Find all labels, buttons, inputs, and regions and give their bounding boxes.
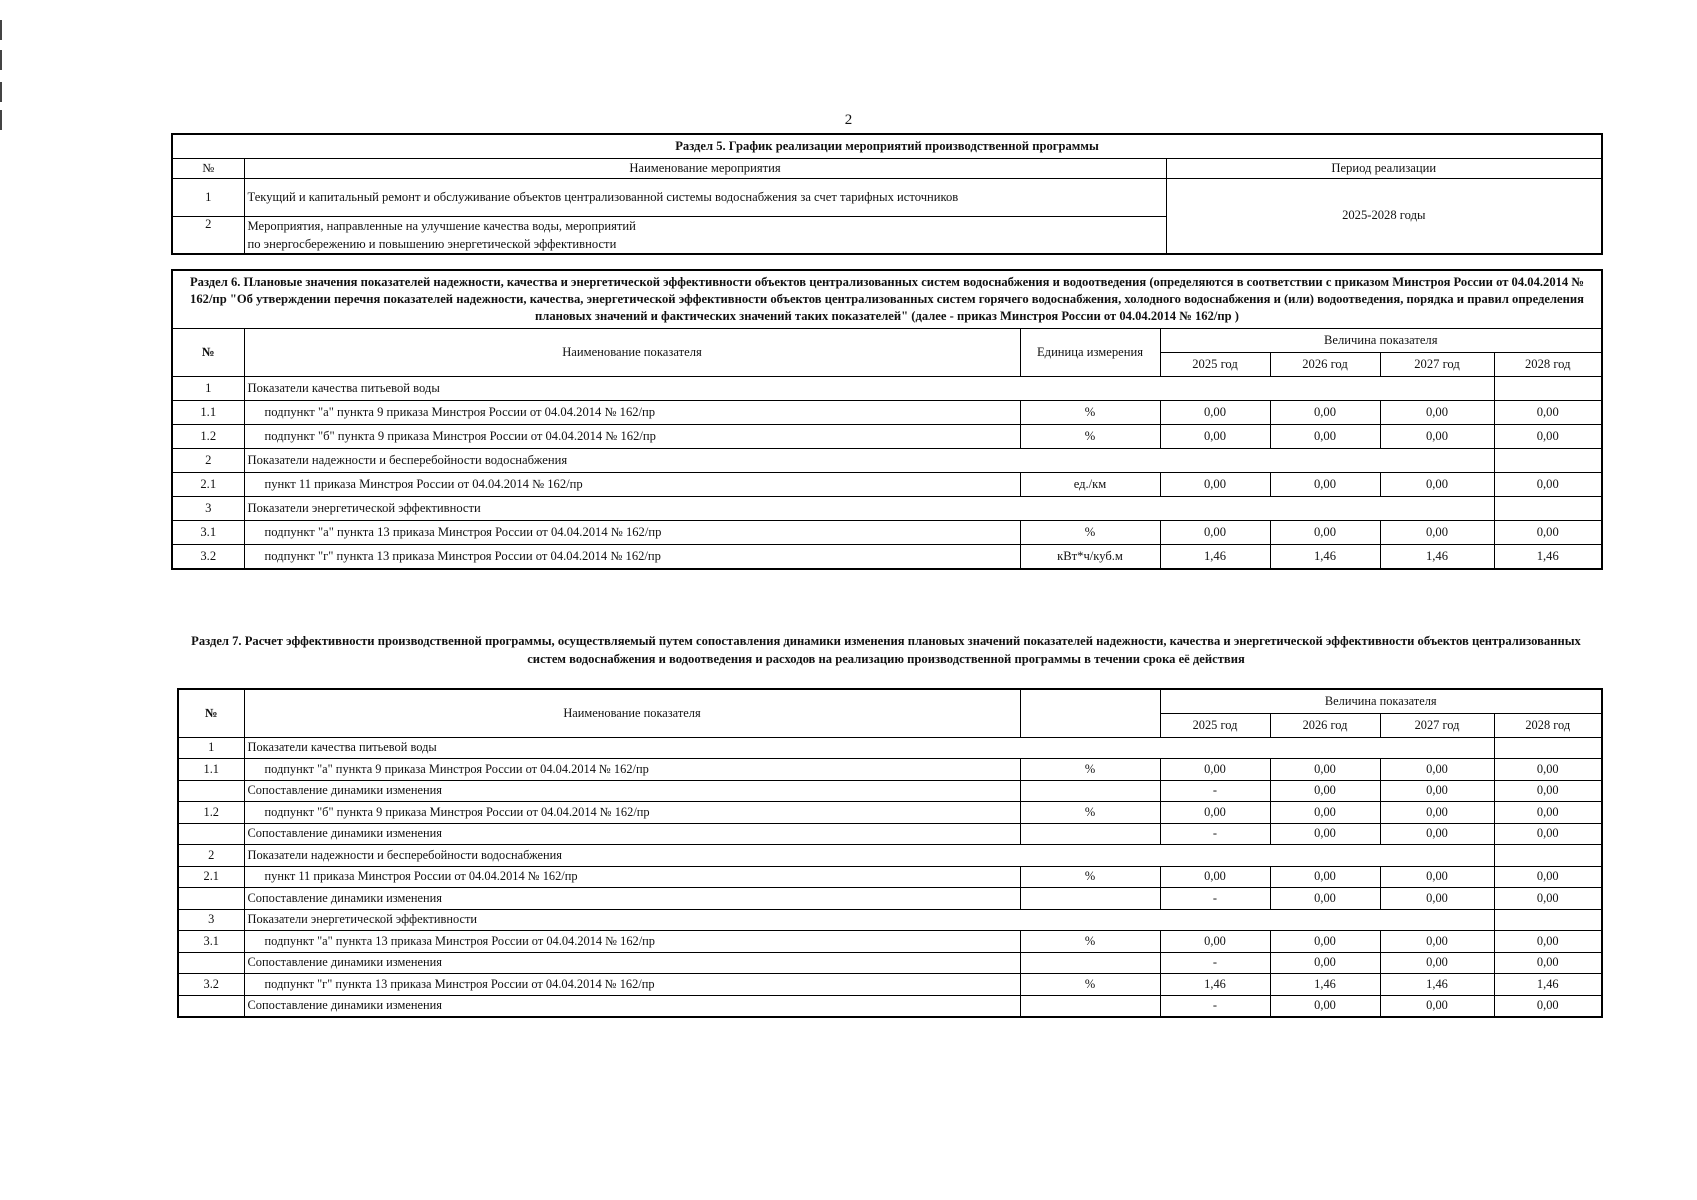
row-num: 2	[172, 216, 244, 254]
table-row	[172, 521, 1602, 545]
header-year: 2027 год	[1380, 713, 1494, 737]
row-num: 3.1	[178, 931, 244, 953]
row-value: 0,00	[1270, 995, 1380, 1017]
row-value: 0,00	[1160, 401, 1270, 425]
row-value: 0,00	[1494, 425, 1602, 449]
row-num: 3	[178, 909, 244, 931]
row-name: Сопоставление динамики изменения	[244, 823, 1020, 845]
row-name-line: по энергосбережению и повышению энергетической эффективности	[247, 236, 617, 251]
row-value: 0,00	[1270, 802, 1380, 824]
section5-title: Раздел 5. График реализации мероприятий производственной программы	[172, 134, 1602, 158]
header-year: 2027 год	[1380, 353, 1494, 377]
row-value: -	[1160, 952, 1270, 974]
row-value: 0,00	[1270, 866, 1380, 888]
row-name: подпункт "а" пункта 13 приказа Минстроя России от 04.04.2014 № 162/пр	[244, 931, 1020, 953]
row-num: 1	[172, 377, 244, 401]
row-value: 0,00	[1160, 802, 1270, 824]
row-name: пункт 11 приказа Минстроя России от 04.04.2014 № 162/пр	[244, 866, 1020, 888]
row-value: 1,46	[1380, 974, 1494, 996]
row-value: 0,00	[1270, 473, 1380, 497]
row-value: 0,00	[1494, 780, 1602, 802]
header-name: Наименование показателя	[244, 329, 1020, 377]
header-year: 2026 год	[1270, 353, 1380, 377]
group-name: Показатели энергетической эффективности	[244, 497, 1494, 521]
section6-title: Раздел 6. Плановые значения показателей надежности, качества и энергетической эффективности объектов централизованных систем водоснабжения и водоотведения (определяются в соответствии с приказом Минстроя России от 04.04.2014 № 162/пр "Об утверждении перечня показателей надежности, качества, энергетической эффективности объектов централизованных систем горячего водоснабжения, холодного водоснабжения и (или) водоотведения, порядка и правил определения плановых значений и фактических значений таких показателей" (далее - приказ Минстроя России от 04.04.2014 № 162/пр )	[172, 270, 1602, 329]
row-unit: %	[1020, 974, 1160, 996]
row-value: 0,00	[1270, 823, 1380, 845]
row-unit: %	[1020, 931, 1160, 953]
scan-mark	[0, 82, 2, 102]
row-name: Сопоставление динамики изменения	[244, 780, 1020, 802]
row-num: 3.2	[178, 974, 244, 996]
section7-table	[177, 688, 1603, 1018]
row-unit: %	[1020, 802, 1160, 824]
row-num: 1.1	[178, 759, 244, 781]
row-name: подпункт "а" пункта 13 приказа Минстроя России от 04.04.2014 № 162/пр	[244, 521, 1020, 545]
row-num	[178, 952, 244, 974]
row-name: Сопоставление динамики изменения	[244, 952, 1020, 974]
row-value: 0,00	[1494, 401, 1602, 425]
header-value: Величина показателя	[1160, 689, 1602, 713]
row-num	[178, 780, 244, 802]
empty-cell	[1494, 377, 1602, 401]
header-name: Наименование мероприятия	[244, 158, 1166, 178]
row-value: 1,46	[1160, 974, 1270, 996]
group-name: Показатели качества питьевой воды	[244, 377, 1494, 401]
row-unit	[1020, 888, 1160, 910]
row-value: 0,00	[1160, 425, 1270, 449]
row-num	[178, 823, 244, 845]
row-value: 0,00	[1160, 759, 1270, 781]
row-num: 1	[178, 737, 244, 759]
table-row	[178, 759, 1602, 781]
period-value: 2025-2028 годы	[1166, 178, 1602, 254]
table-row	[172, 449, 1602, 473]
header-period: Период реализации	[1166, 158, 1602, 178]
row-num: 1.2	[172, 425, 244, 449]
row-num: 2.1	[178, 866, 244, 888]
row-value: 0,00	[1494, 866, 1602, 888]
table-row	[178, 845, 1602, 867]
row-value: -	[1160, 888, 1270, 910]
row-num	[178, 888, 244, 910]
row-unit: кВт*ч/куб.м	[1020, 545, 1160, 569]
row-name: подпункт "а" пункта 9 приказа Минстроя России от 04.04.2014 № 162/пр	[244, 759, 1020, 781]
row-unit: %	[1020, 401, 1160, 425]
row-value: 0,00	[1380, 952, 1494, 974]
table-row	[172, 473, 1602, 497]
row-value: 0,00	[1160, 521, 1270, 545]
row-name: подпункт "г" пункта 13 приказа Минстроя России от 04.04.2014 № 162/пр	[244, 545, 1020, 569]
row-unit: %	[1020, 759, 1160, 781]
row-num: 3.1	[172, 521, 244, 545]
scan-mark	[0, 20, 2, 40]
header-unit-empty	[1020, 689, 1160, 737]
scan-mark	[0, 50, 2, 70]
table-row	[178, 909, 1602, 931]
row-value: 0,00	[1160, 473, 1270, 497]
row-value: 0,00	[1380, 931, 1494, 953]
table-row	[172, 497, 1602, 521]
header-name: Наименование показателя	[244, 689, 1020, 737]
section6-table	[171, 269, 1603, 570]
group-name: Показатели надежности и бесперебойности водоснабжения	[244, 845, 1494, 867]
row-unit	[1020, 823, 1160, 845]
row-name: Сопоставление динамики изменения	[244, 995, 1020, 1017]
group-name: Показатели энергетической эффективности	[244, 909, 1494, 931]
row-value: 0,00	[1270, 425, 1380, 449]
table-row	[172, 377, 1602, 401]
table-row	[172, 545, 1602, 569]
row-value: 0,00	[1380, 473, 1494, 497]
empty-cell	[1494, 737, 1602, 759]
row-name	[244, 216, 1166, 254]
header-year: 2028 год	[1494, 713, 1602, 737]
row-num: 1.1	[172, 401, 244, 425]
table-row	[178, 974, 1602, 996]
row-num: 2.1	[172, 473, 244, 497]
row-value: 0,00	[1494, 521, 1602, 545]
row-unit: %	[1020, 866, 1160, 888]
row-value: -	[1160, 823, 1270, 845]
row-value: 0,00	[1270, 952, 1380, 974]
header-year: 2025 год	[1160, 353, 1270, 377]
row-value: 0,00	[1270, 780, 1380, 802]
row-value: 1,46	[1494, 545, 1602, 569]
section6-rows	[172, 377, 1602, 569]
row-name: подпункт "а" пункта 9 приказа Минстроя России от 04.04.2014 № 162/пр	[244, 401, 1020, 425]
row-unit: ед./км	[1020, 473, 1160, 497]
row-value: 0,00	[1270, 401, 1380, 425]
row-value: 0,00	[1380, 823, 1494, 845]
row-value: 0,00	[1380, 995, 1494, 1017]
header-num: №	[172, 158, 244, 178]
row-value: 0,00	[1270, 759, 1380, 781]
header-num: №	[172, 329, 244, 377]
row-unit: %	[1020, 521, 1160, 545]
row-num: 3	[172, 497, 244, 521]
header-unit: Единица измерения	[1020, 329, 1160, 377]
row-value: -	[1160, 995, 1270, 1017]
row-value: 0,00	[1494, 802, 1602, 824]
group-name: Показатели надежности и бесперебойности водоснабжения	[244, 449, 1494, 473]
row-value: 0,00	[1160, 866, 1270, 888]
row-num: 2	[178, 845, 244, 867]
table-row	[178, 995, 1602, 1017]
row-num	[178, 995, 244, 1017]
row-unit	[1020, 780, 1160, 802]
row-unit: %	[1020, 425, 1160, 449]
empty-cell	[1494, 449, 1602, 473]
section7-rows	[178, 737, 1602, 1017]
row-value: 0,00	[1380, 759, 1494, 781]
row-unit	[1020, 952, 1160, 974]
row-name: подпункт "б" пункта 9 приказа Минстроя России от 04.04.2014 № 162/пр	[244, 802, 1020, 824]
header-year: 2028 год	[1494, 353, 1602, 377]
row-value: 0,00	[1494, 995, 1602, 1017]
row-name: пункт 11 приказа Минстроя России от 04.04.2014 № 162/пр	[244, 473, 1020, 497]
row-value: -	[1160, 780, 1270, 802]
header-value: Величина показателя	[1160, 329, 1602, 353]
row-value: 0,00	[1270, 521, 1380, 545]
row-value: 1,46	[1270, 974, 1380, 996]
row-value: 0,00	[1160, 931, 1270, 953]
table-row	[178, 737, 1602, 759]
row-num: 1	[172, 178, 244, 216]
row-name: Текущий и капитальный ремонт и обслуживание объектов централизованной системы водоснабжения за счет тарифных источников	[244, 178, 1166, 216]
header-year: 2025 год	[1160, 713, 1270, 737]
row-value: 0,00	[1380, 401, 1494, 425]
table-row	[172, 401, 1602, 425]
row-value: 0,00	[1494, 823, 1602, 845]
row-value: 0,00	[1494, 931, 1602, 953]
group-name: Показатели качества питьевой воды	[244, 737, 1494, 759]
row-value: 0,00	[1380, 802, 1494, 824]
row-name-line: Мероприятия, направленные на улучшение качества воды, мероприятий	[247, 218, 636, 233]
table-row	[178, 866, 1602, 888]
section7-title: Раздел 7. Расчет эффективности производственной программы, осуществляемый путем сопоставления динамики изменения плановых значений показателей надежности, качества и энергетической эффективности объектов централизованных систем водоснабжения и водоотведения и расходов на реализацию производственной программы в течении срока её действия	[191, 634, 1581, 666]
table-row	[178, 888, 1602, 910]
table-row	[178, 931, 1602, 953]
row-value: 0,00	[1380, 866, 1494, 888]
row-num: 1.2	[178, 802, 244, 824]
row-value: 1,46	[1494, 974, 1602, 996]
empty-cell	[1494, 845, 1602, 867]
row-value: 0,00	[1270, 931, 1380, 953]
row-unit	[1020, 995, 1160, 1017]
row-name: подпункт "г" пункта 13 приказа Минстроя России от 04.04.2014 № 162/пр	[244, 974, 1020, 996]
table-row	[178, 952, 1602, 974]
row-value: 0,00	[1494, 888, 1602, 910]
row-value: 1,46	[1380, 545, 1494, 569]
row-value: 1,46	[1270, 545, 1380, 569]
row-num: 2	[172, 449, 244, 473]
row-value: 0,00	[1494, 473, 1602, 497]
row-value: 0,00	[1270, 888, 1380, 910]
row-name: Сопоставление динамики изменения	[244, 888, 1020, 910]
row-value: 0,00	[1494, 952, 1602, 974]
page-number: 2	[844, 112, 853, 128]
row-value: 0,00	[1380, 425, 1494, 449]
row-value: 0,00	[1380, 780, 1494, 802]
header-num: №	[178, 689, 244, 737]
empty-cell	[1494, 497, 1602, 521]
section5-table	[171, 133, 1603, 255]
table-row	[172, 425, 1602, 449]
table-row	[178, 780, 1602, 802]
row-value: 0,00	[1380, 888, 1494, 910]
row-value: 0,00	[1494, 759, 1602, 781]
header-year: 2026 год	[1270, 713, 1380, 737]
empty-cell	[1494, 909, 1602, 931]
table-row	[178, 802, 1602, 824]
row-value: 0,00	[1380, 521, 1494, 545]
row-num: 3.2	[172, 545, 244, 569]
row-name: подпункт "б" пункта 9 приказа Минстроя России от 04.04.2014 № 162/пр	[244, 425, 1020, 449]
row-value: 1,46	[1160, 545, 1270, 569]
table-row	[178, 823, 1602, 845]
